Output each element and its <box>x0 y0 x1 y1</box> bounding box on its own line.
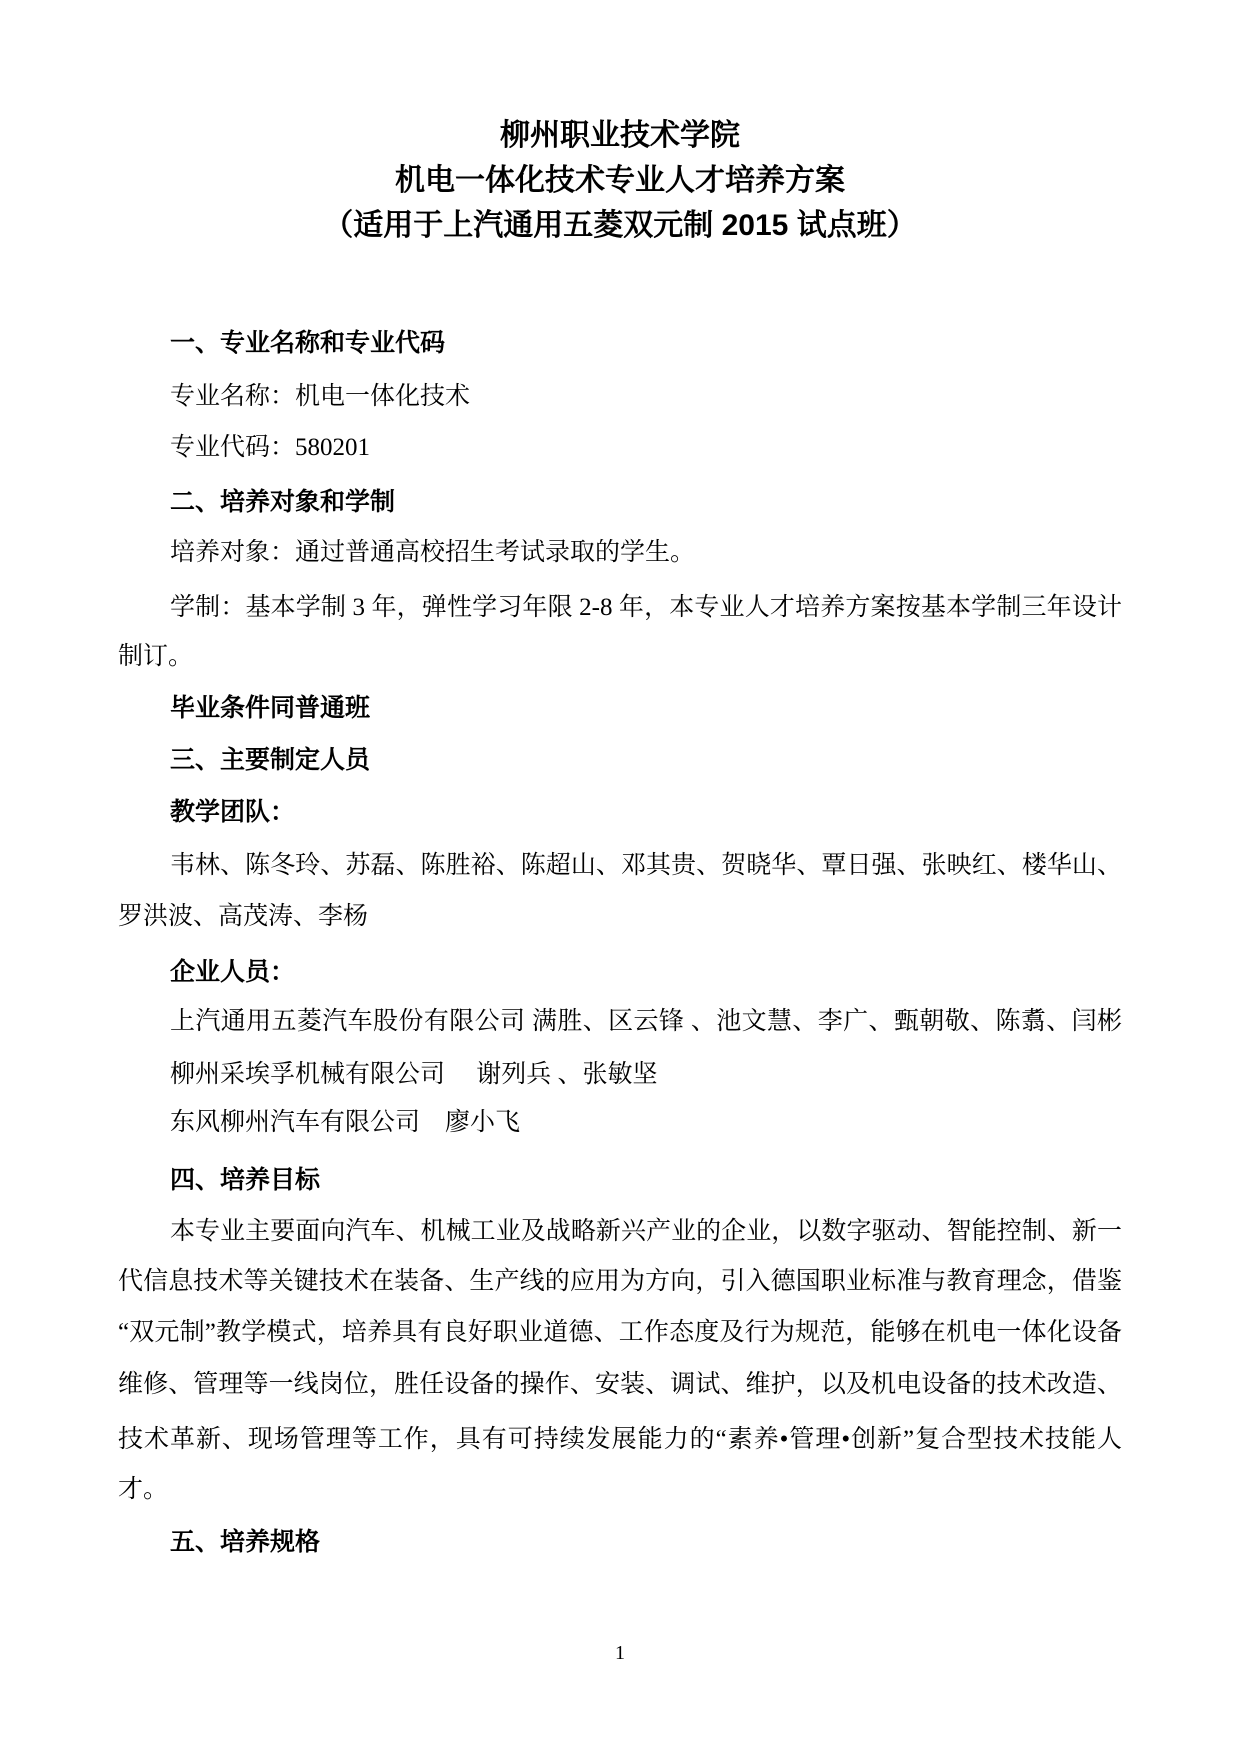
page-number: 1 <box>615 1642 625 1664</box>
line-schooling-1: 学制：基本学制 3 年，弹性学习年限 2-8 年，本专业人才培养方案按基本学制三年设计 <box>170 594 1122 621</box>
section-heading-4: 四、培养目标 <box>170 1166 321 1194</box>
line-major-code: 专业代码：580201 <box>170 434 371 461</box>
label-teaching-team: 教学团队： <box>170 798 296 826</box>
line-major-name: 专业名称：机电一体化技术 <box>170 383 471 410</box>
line-objective-1: 本专业主要面向汽车、机械工业及战略新兴产业的企业，以数字驱动、智能控制、新一 <box>170 1218 1122 1245</box>
title-line-school: 柳州职业技术学院 <box>500 119 740 152</box>
section-heading-2: 二、培养对象和学制 <box>170 488 396 516</box>
section-heading-5: 五、培养规格 <box>170 1528 321 1556</box>
line-objective-6: 才。 <box>118 1476 169 1503</box>
line-objective-5: 技术革新、现场管理等工作，具有可持续发展能力的“素养•管理•创新”复合型技术技能人 <box>118 1426 1122 1453</box>
title-line-program: 机电一体化技术专业人才培养方案 <box>395 164 845 197</box>
line-company-sgmw: 上汽通用五菱汽车股份有限公司 满胜、区云锋 、池文慧、李广、甄朝敬、陈翥、闫彬 <box>170 1008 1122 1035</box>
line-objective-2: 代信息技术等关键技术在装备、生产线的应用为方向，引入德国职业标准与教育理念，借鉴 <box>118 1268 1122 1295</box>
line-company-dfl: 东风柳州汽车有限公司 廖小飞 <box>170 1109 521 1136</box>
line-company-zf: 柳州采埃孚机械有限公司 谢列兵 、张敏坚 <box>170 1061 658 1088</box>
line-training-target: 培养对象：通过普通高校招生考试录取的学生。 <box>170 539 696 566</box>
title-line-scope: （适用于上汽通用五菱双元制 2015 试点班） <box>323 209 917 242</box>
line-objective-3: “双元制”教学模式，培养具有良好职业道德、工作态度及行为规范，能够在机电一体化设备 <box>118 1319 1122 1346</box>
line-teachers-2: 罗洪波、高茂涛、李杨 <box>118 903 369 930</box>
line-teachers-1: 韦林、陈冬玲、苏磊、陈胜裕、陈超山、邓其贵、贺晓华、覃日强、张映红、楼华山、 <box>170 852 1122 879</box>
section-heading-1: 一、专业名称和专业代码 <box>170 329 446 357</box>
label-enterprise-staff: 企业人员： <box>170 958 296 986</box>
line-schooling-2: 制订。 <box>118 643 194 670</box>
document-title <box>0 113 1240 248</box>
line-objective-4: 维修、管理等一线岗位，胜任设备的操作、安装、调试、维护，以及机电设备的技术改造、 <box>118 1371 1122 1398</box>
section-heading-3: 三、主要制定人员 <box>170 746 371 774</box>
line-graduation-note: 毕业条件同普通班 <box>170 694 371 722</box>
